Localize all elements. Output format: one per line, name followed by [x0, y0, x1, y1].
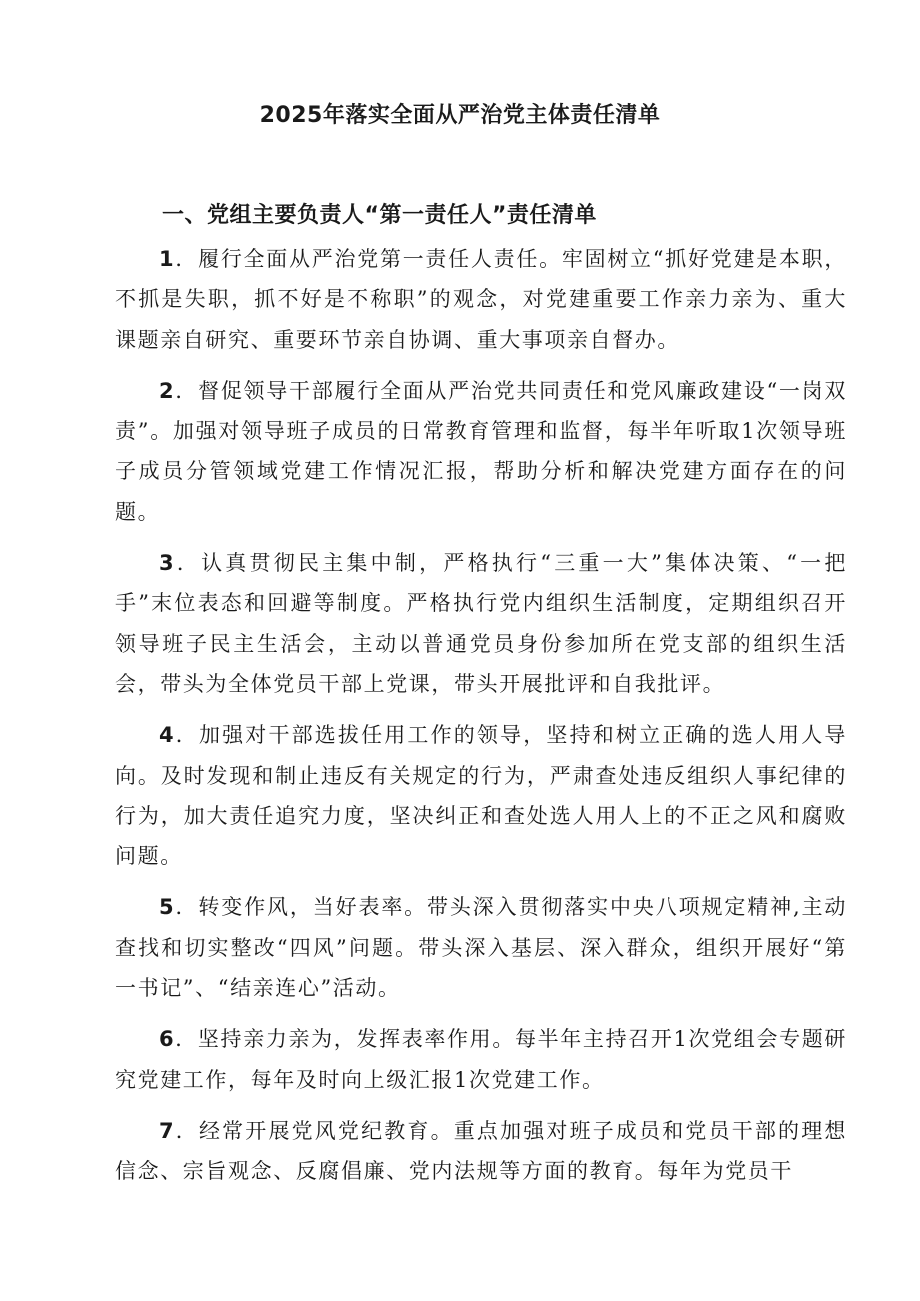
list-item: [115, 887, 847, 1008]
item-text: ．转变作风，当好表率。带头深入贯彻落实中央八项规定精神,主动查找和切实整改“四风”问题。带头深入基层、深入群众，组织开展好“第一书记”、“结亲连心”活动。: [115, 895, 847, 1001]
item-number: 7: [159, 1118, 176, 1143]
item-number: 5: [159, 895, 176, 920]
item-number: 1: [159, 247, 176, 271]
item-text: ．履行全面从严治党第一责任人责任。牢固树立“抓好党建是本职，不抓是失职，抓不好是不称职”的观念，对党建重要工作亲力亲为、重大课题亲自研究、重要环节亲自协调、重大事项亲自督办。: [115, 247, 847, 352]
document-title: 2025年落实全面从严治党主体责任清单: [259, 103, 661, 128]
list-item: [115, 543, 847, 704]
item-text: ．坚持亲力亲为，发挥表率作用。每半年主持召开1次党组会专题研究党建工作，每年及时向上级汇报1次党建工作。: [115, 1027, 847, 1092]
item-text: ．加强对干部选拔任用工作的领导，坚持和树立正确的选人用人导向。及时发现和制止违反有关规定的行为，严肃查处违反组织人事纪律的行为，加大责任追究力度，坚决纠正和查处选人用人上的不正之风和腐败问题。: [115, 723, 847, 869]
section-heading: 一、党组主要负责人“第一责任人”责任清单: [162, 203, 597, 228]
item-text: ．督促领导干部履行全面从严治党共同责任和党风廉政建设“一岗双责”。加强对领导班子成员的日常教育管理和监督，每半年听取1次领导班子成员分管领域党建工作情况汇报，帮助分析和解决党建方面存在的问题。: [115, 378, 847, 524]
item-number: 3: [159, 551, 176, 576]
list-item: [115, 371, 847, 532]
item-number: 6: [159, 1027, 176, 1052]
item-number: 2: [159, 378, 176, 403]
item-number: 4: [159, 723, 176, 748]
list-item: [115, 1019, 847, 1100]
list-item: [115, 239, 847, 360]
list-item: [115, 715, 847, 876]
item-text: ．经常开展党风党纪教育。重点加强对班子成员和党员干部的理想信念、宗旨观念、反腐倡廉、党内法规等方面的教育。每年为党员干: [115, 1118, 847, 1184]
item-text: ．认真贯彻民主集中制，严格执行“三重一大”集体决策、“一把手”末位表态和回避等制度。严格执行党内组织生活制度，定期组织召开领导班子民主生活会，主动以普通党员身份参加所在党支部的组织生活会，带头为全体党员干部上党课，带头开展批评和自我批评。: [115, 551, 847, 696]
list-item: [115, 1111, 847, 1192]
responsibility-list: [115, 239, 847, 1203]
